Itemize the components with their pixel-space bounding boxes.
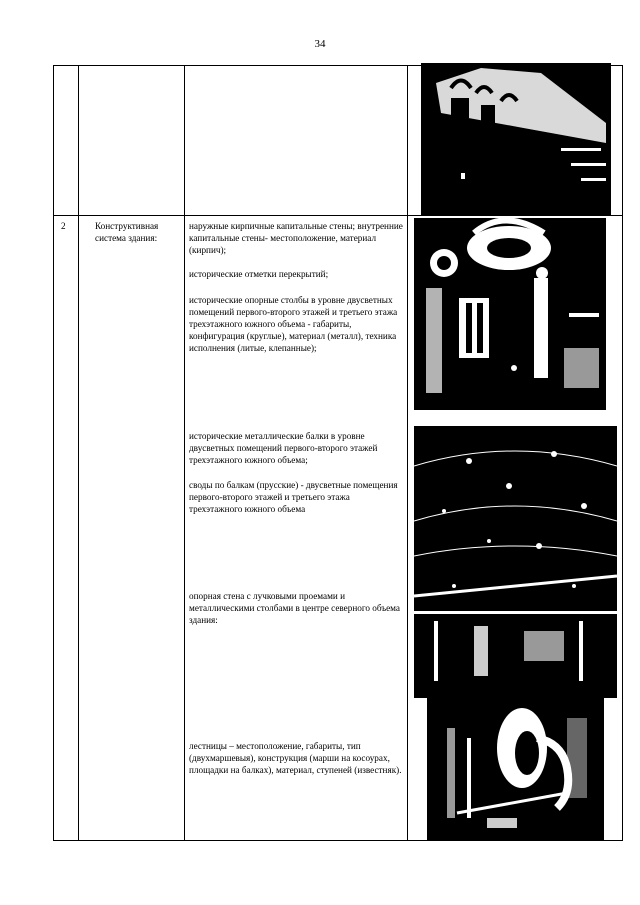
staircase-photo <box>427 698 604 840</box>
page-number: 34 <box>314 38 326 50</box>
column-divider-3 <box>407 65 408 841</box>
row-divider <box>53 215 623 216</box>
vaulted-ceiling-photo <box>414 426 617 698</box>
item-text: опорная стена с лучковыми проемами и металлическими столбами в центре северного объема здания: <box>189 591 400 625</box>
item-text: исторические отметки перекрытий; <box>189 269 329 279</box>
interior-columns-photo <box>414 218 606 410</box>
item-text: лестницы – местоположение, габариты, тип (двухмаршевыя), конструкция (марши на косоурах, площадки на балках), материал, ступеней (известняк). <box>189 741 402 775</box>
table-right-border <box>622 65 623 841</box>
facade-photo <box>421 63 611 215</box>
item-text: наружные кирпичные капитальные стены; внутренние капитальные стены- местоположение, материал (кирпич); <box>189 221 403 255</box>
item-text: исторические металлические балки в уровне двусветных помещений первого-второго этажей трехэтажного южного объема; <box>189 431 378 465</box>
table-bottom-border <box>53 840 623 841</box>
column-divider-1 <box>78 65 79 841</box>
row-number: 2 <box>61 221 66 231</box>
row-name: Конструктивная система здания: <box>95 221 159 243</box>
column-divider-2 <box>184 65 185 841</box>
table-left-border <box>53 65 54 841</box>
item-text: исторические опорные столбы в уровне двусветных помещений первого-второго этажей и третьего этажа трехэтажного южного объема - габариты, конфигурация (круглые), материал (металл), техника исполнения (литые, клепанные); <box>189 295 398 353</box>
item-text: своды по балкам (прусские) - двусветные помещения первого-второго этажей и третьего этажа трехэтажного южного объема <box>189 480 398 514</box>
